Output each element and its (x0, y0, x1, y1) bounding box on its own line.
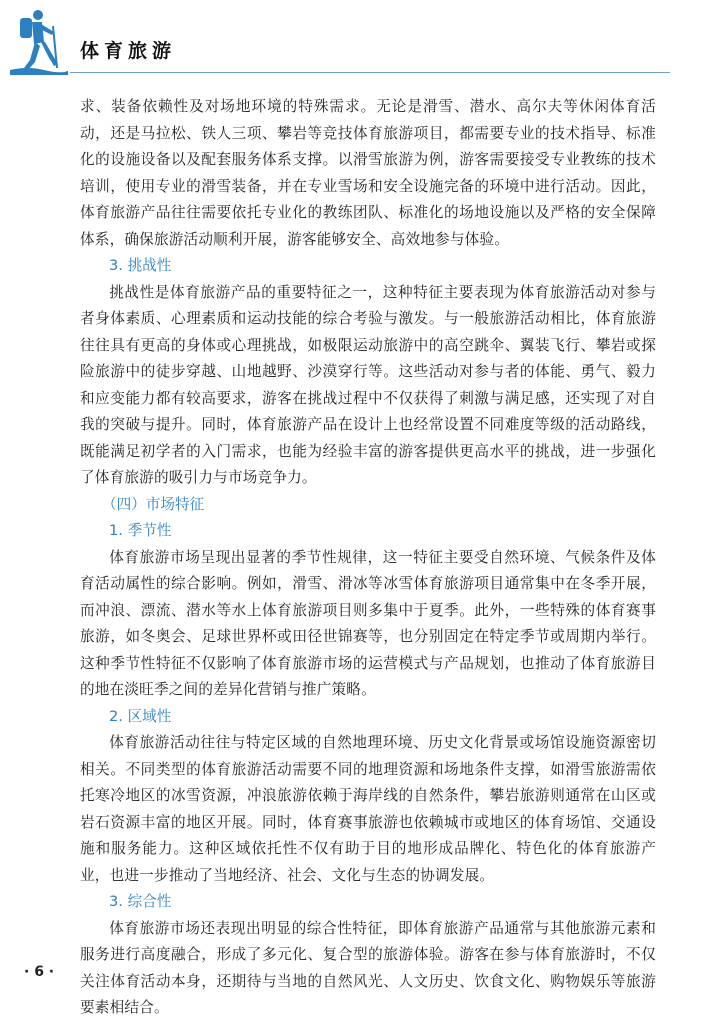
page-body (80, 94, 656, 1022)
subheading-regionality: 2. 区域性 (109, 707, 172, 725)
paragraph: 体育旅游市场呈现出显著的季节性规律，这一特征主要受自然环境、气候条件及体育活动属性的综合影响。例如，滑雪、滑冰等冰雪体育旅游项目通常集中在冬季开展，而冲浪、漂流、潜水等水上体育旅游项目则多集中于夏季。此外，一些特殊的体育赛事旅游，如冬奥会、足球世界杯或田径世锦赛等，也分别固定在特定季节或周期内举行。这种季节性特征不仅影响了体育旅游市场的运营模式与产品规划，也推动了体育旅游目的地在淡旺季之间的差异化营销与推广策略。 (80, 548, 656, 698)
subheading-challenge: 3. 挑战性 (109, 257, 172, 274)
hiker-logo-icon (8, 4, 70, 80)
paragraph: 体育旅游市场还表现出明显的综合性特征，即体育旅游产品通常与其他旅游元素和服务进行高度融合，形成了多元化、复合型的旅游体验。游客在参与体育旅游时，不仅关注体育活动本身，还期待与当地的自然风光、人文历史、饮食文化、购物娱乐等旅游要素相结合。 (80, 919, 656, 1016)
section-heading-market: （四）市场特征 (102, 495, 205, 513)
page-header (0, 0, 728, 86)
subheading-seasonality: 1. 季节性 (109, 522, 172, 539)
paragraph: 挑战性是体育旅游产品的重要特征之一，这种特征主要表现为体育旅游活动对参与者身体素质、心理素质和运动技能的综合考验与激发。与一般旅游活动相比，体育旅游往往具有更高的身体或心理挑战，如极限运动旅游中的高空跳伞、翼装飞行、攀岩或探险旅游中的徒步穿越、山地越野、沙漠穿行等。这些活动对参与者的体能、勇气、毅力和应变能力都有较高要求，游客在挑战过程中不仅获得了刺激与满足感，还实现了对自我的突破与提升。同时，体育旅游产品在设计上也经常设置不同难度等级的活动路线，既能满足初学者的入门需求，也能为经验丰富的游客提供更高水平的挑战，进一步强化了体育旅游的吸引力与市场竞争力。 (80, 283, 656, 486)
header-divider (70, 72, 670, 73)
paragraph: 求、装备依赖性及对场地环境的特殊需求。无论是滑雪、潜水、高尔夫等休闲体育活动，还是马拉松、铁人三项、攀岩等竞技体育旅游项目，都需要专业的技术指导、标准化的设施设备以及配套服务体系支撑。以滑雪旅游为例，游客需要接受专业教练的技术培训，使用专业的滑雪装备，并在专业雪场和安全设施完备的环境中进行活动。因此，体育旅游产品往往需要依托专业化的教练团队、标准化的场地设施以及严格的安全保障体系，确保旅游活动顺利开展，游客能够安全、高效地参与体验。 (80, 98, 656, 248)
book-title: 体育旅游 (80, 40, 177, 62)
paragraph: 体育旅游活动往往与特定区域的自然地理环境、历史文化背景或场馆设施资源密切相关。不同类型的体育旅游活动需要不同的地理资源和场地条件支撑，如滑雪旅游需依托寒冷地区的冰雪资源，冲浪旅游依赖于海岸线的自然条件，攀岩旅游则通常在山区或岩石资源丰富的地区开展。同时，体育赛事旅游也依赖城市或地区的体育场馆、交通设施和服务能力。这种区域依托性不仅有助于目的地形成品牌化、特色化的体育旅游产业，也进一步推动了当地经济、社会、文化与生态的协调发展。 (80, 734, 656, 884)
subheading-comprehensiveness: 3. 综合性 (109, 893, 172, 910)
page-number: · 6 · (24, 964, 55, 980)
